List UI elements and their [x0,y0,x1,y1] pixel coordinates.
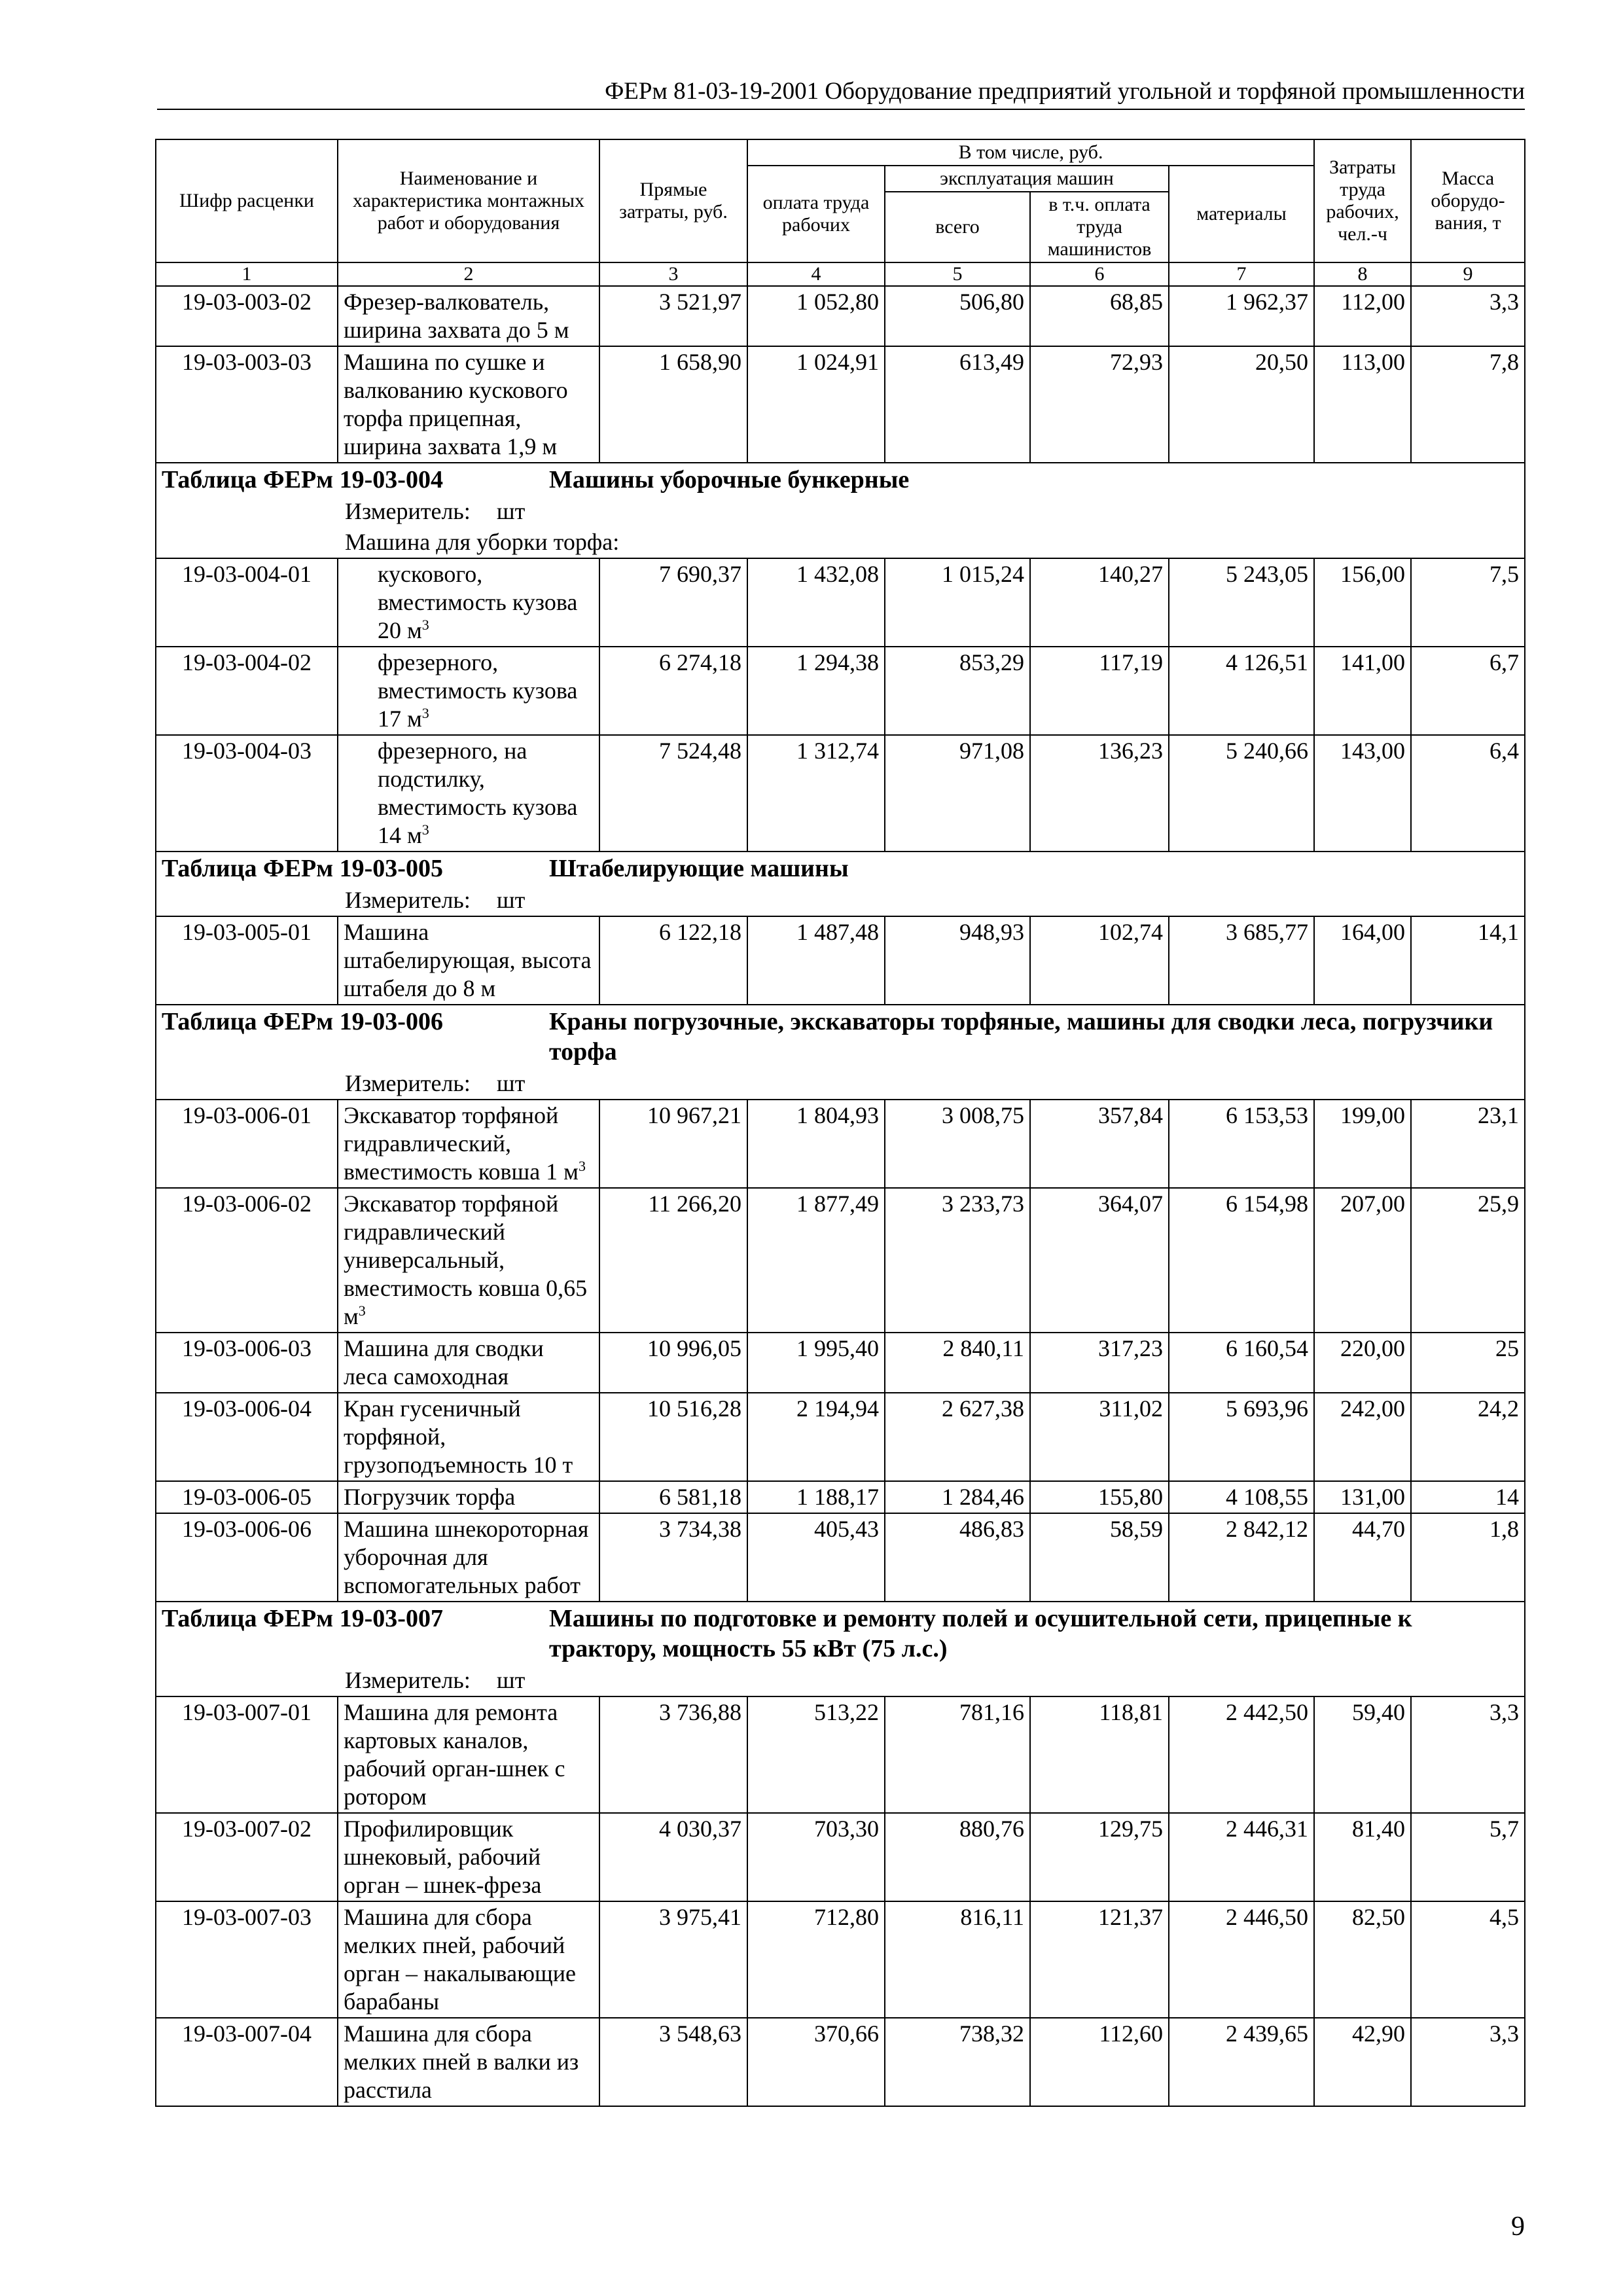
cell-materials: 6 160,54 [1169,1333,1314,1393]
cell-total: 1 015,24 [885,558,1030,647]
cell-mass: 3,3 [1411,286,1525,346]
cell-incl: 118,81 [1030,1696,1169,1813]
cell-wages: 1 294,38 [747,647,885,735]
rate-code: 19-03-004-01 [156,558,338,647]
rate-code: 19-03-004-02 [156,647,338,735]
section-title: Штабелирующие машины [549,855,849,882]
cell-incl: 155,80 [1030,1481,1169,1513]
cell-direct: 3 734,38 [599,1513,747,1602]
rate-code: 19-03-006-06 [156,1513,338,1602]
unit-superscript: 3 [421,705,429,721]
unit-superscript: 3 [421,821,429,838]
table-row [156,286,1525,346]
rate-name [338,346,599,463]
column-number: 1 [156,262,338,286]
section-title: Машины уборочные бункерные [549,466,910,493]
unit-row [156,1068,1525,1100]
cell-mass: 23,1 [1411,1100,1525,1188]
rates-table [155,139,1525,2107]
cell-incl: 102,74 [1030,916,1169,1005]
unit-superscript: 3 [578,1158,586,1174]
cell-wages: 1 188,17 [747,1481,885,1513]
cell-labor: 242,00 [1314,1393,1411,1481]
section-header-row [156,1602,1525,1665]
table-row [156,1333,1525,1393]
cell-incl: 317,23 [1030,1333,1169,1393]
unit-cell [156,496,1525,527]
rate-name-text: кускового, вместимость кузова 20 м [378,561,578,643]
table-row [156,558,1525,647]
cell-direct: 10 996,05 [599,1333,747,1393]
cell-materials: 5 693,96 [1169,1393,1314,1481]
section-label: Таблица ФЕРм 19-03-006 [162,1008,443,1035]
rate-code: 19-03-006-01 [156,1100,338,1188]
unit-label: Измеритель: [345,498,471,524]
col-header-materials: материалы [1169,166,1314,262]
section-label: Таблица ФЕРм 19-03-004 [162,466,443,493]
cell-incl: 121,37 [1030,1901,1169,2018]
cell-total: 3 008,75 [885,1100,1030,1188]
section-header [156,1005,1525,1068]
unit-superscript: 3 [421,617,429,633]
cell-labor: 141,00 [1314,647,1411,735]
cell-mass: 25,9 [1411,1188,1525,1333]
cell-labor: 82,50 [1314,1901,1411,2018]
rate-name-text: Экскаватор торфяной гидравлический универсальный, вместимость ковша 0,65 м [344,1191,588,1329]
unit-value: шт [496,887,526,913]
rate-name [338,916,599,1005]
rate-name-text: фрезерного, на подстилку, вместимость кузова 14 м [378,738,578,848]
cell-materials: 5 243,05 [1169,558,1314,647]
column-number: 5 [885,262,1030,286]
cell-materials: 3 685,77 [1169,916,1314,1005]
cell-total: 738,32 [885,2018,1030,2106]
rate-code: 19-03-006-04 [156,1393,338,1481]
cell-incl: 129,75 [1030,1813,1169,1901]
cell-total: 948,93 [885,916,1030,1005]
cell-total: 2 627,38 [885,1393,1030,1481]
cell-total: 1 284,46 [885,1481,1030,1513]
table-row [156,1481,1525,1513]
section-label: Таблица ФЕРм 19-03-005 [162,855,443,882]
cell-incl: 311,02 [1030,1393,1169,1481]
cell-mass: 14 [1411,1481,1525,1513]
section-header-row [156,852,1525,885]
cell-total: 486,83 [885,1513,1030,1602]
column-number: 9 [1411,262,1525,286]
cell-incl: 58,59 [1030,1513,1169,1602]
cell-labor: 143,00 [1314,735,1411,852]
cell-total: 3 233,73 [885,1188,1030,1333]
cell-materials: 6 153,53 [1169,1100,1314,1188]
section-header [156,463,1525,496]
cell-mass: 6,7 [1411,647,1525,735]
cell-direct: 6 581,18 [599,1481,747,1513]
cell-total: 816,11 [885,1901,1030,2018]
cell-direct: 3 548,63 [599,2018,747,2106]
column-number: 8 [1314,262,1411,286]
cell-materials: 2 446,50 [1169,1901,1314,2018]
rate-name [338,647,599,735]
section-header-row [156,1005,1525,1068]
unit-cell [156,885,1525,916]
page-number: 9 [1511,2212,1525,2242]
column-number: 2 [338,262,599,286]
rate-code: 19-03-007-03 [156,1901,338,2018]
rate-code: 19-03-004-03 [156,735,338,852]
cell-labor: 113,00 [1314,346,1411,463]
cell-wages: 703,30 [747,1813,885,1901]
cell-materials: 4 126,51 [1169,647,1314,735]
col-header-machines: эксплуатация машин [885,166,1169,192]
column-number: 3 [599,262,747,286]
cell-materials: 4 108,55 [1169,1481,1314,1513]
cell-total: 506,80 [885,286,1030,346]
rate-name-text: Машина по сушке и валкованию кускового торфа прицепная, ширина захвата 1,9 м [344,349,568,459]
cell-labor: 164,00 [1314,916,1411,1005]
cell-direct: 3 736,88 [599,1696,747,1813]
section-header [156,852,1525,885]
cell-wages: 405,43 [747,1513,885,1602]
cell-mass: 4,5 [1411,1901,1525,2018]
table-body [156,286,1525,2106]
rate-name-text: Машина для сбора мелких пней, рабочий орган – накалывающие барабаны [344,1904,577,2015]
col-header-incl: В том числе, руб. [747,139,1314,166]
section-title: Краны погрузочные, экскаваторы торфяные, машины для сводки леса, погрузчики торфа [549,1008,1493,1066]
unit-label: Измеритель: [345,1070,471,1096]
rate-name [338,1393,599,1481]
cell-mass: 1,8 [1411,1513,1525,1602]
rate-name-text: Кран гусеничный торфяной, грузоподъемность 10 т [344,1395,573,1478]
cell-direct: 10 967,21 [599,1100,747,1188]
cell-mass: 7,8 [1411,346,1525,463]
rate-name [338,1901,599,2018]
rate-name-text: Погрузчик торфа [344,1484,516,1510]
rate-name [338,735,599,852]
table-row [156,346,1525,463]
cell-total: 971,08 [885,735,1030,852]
rate-name-text: Машина для сбора мелких пней в валки из расстила [344,2020,579,2103]
rate-name [338,1513,599,1602]
unit-value: шт [496,1667,526,1693]
cell-labor: 81,40 [1314,1813,1411,1901]
rate-code: 19-03-006-05 [156,1481,338,1513]
rate-name-text: Фрезер-валкователь, ширина захвата до 5 м [344,289,569,343]
cell-incl: 364,07 [1030,1188,1169,1333]
section-header-row [156,463,1525,496]
cell-materials: 2 842,12 [1169,1513,1314,1602]
table-row [156,2018,1525,2106]
cell-wages: 1 804,93 [747,1100,885,1188]
cell-direct: 3 975,41 [599,1901,747,2018]
cell-mass: 14,1 [1411,916,1525,1005]
cell-labor: 59,40 [1314,1696,1411,1813]
rate-name-text: Машина для ремонта картовых каналов, рабочий орган-шнек с ротором [344,1699,565,1810]
cell-mass: 6,4 [1411,735,1525,852]
cell-materials: 1 962,37 [1169,286,1314,346]
cell-materials: 2 439,65 [1169,2018,1314,2106]
rate-name [338,1100,599,1188]
rates-table-container [155,139,1525,2107]
rate-name [338,1481,599,1513]
rate-code: 19-03-003-02 [156,286,338,346]
table-row [156,1393,1525,1481]
column-numbers-row [156,262,1525,286]
col-header-mass: Масса оборудо-вания, т [1411,139,1525,262]
table-row [156,1513,1525,1602]
cell-materials: 2 442,50 [1169,1696,1314,1813]
cell-direct: 4 030,37 [599,1813,747,1901]
column-number: 4 [747,262,885,286]
cell-incl: 136,23 [1030,735,1169,852]
cell-direct: 1 658,90 [599,346,747,463]
rate-name [338,286,599,346]
cell-total: 880,76 [885,1813,1030,1901]
unit-row [156,496,1525,527]
rate-name [338,2018,599,2106]
cell-direct: 7 524,48 [599,735,747,852]
table-row [156,1813,1525,1901]
unit-cell [156,1068,1525,1100]
cell-mass: 5,7 [1411,1813,1525,1901]
rate-name [338,1333,599,1393]
cell-mass: 3,3 [1411,1696,1525,1813]
cell-labor: 44,70 [1314,1513,1411,1602]
cell-wages: 1 312,74 [747,735,885,852]
cell-wages: 370,66 [747,2018,885,2106]
cell-direct: 3 521,97 [599,286,747,346]
cell-wages: 1 052,80 [747,286,885,346]
rate-code: 19-03-006-03 [156,1333,338,1393]
col-header-labor: Затраты труда рабочих, чел.-ч [1314,139,1411,262]
cell-incl: 68,85 [1030,286,1169,346]
unit-cell [156,1665,1525,1696]
cell-wages: 1 432,08 [747,558,885,647]
cell-direct: 11 266,20 [599,1188,747,1333]
cell-mass: 25 [1411,1333,1525,1393]
table-row [156,647,1525,735]
page-header: ФЕРм 81-03-19-2001 Оборудование предприятий угольной и торфяной промышленности [157,77,1525,110]
col-header-name: Наименование и характеристика монтажных работ и оборудования [338,139,599,262]
rate-name-text: Машина шнекороторная уборочная для вспомогательных работ [344,1516,589,1598]
rate-name [338,1696,599,1813]
cell-mass: 7,5 [1411,558,1525,647]
cell-incl: 140,27 [1030,558,1169,647]
col-header-code: Шифр расценки [156,139,338,262]
cell-labor: 42,90 [1314,2018,1411,2106]
rate-name-text: Машина штабелирующая, высота штабеля до 8 м [344,919,592,1001]
cell-direct: 6 122,18 [599,916,747,1005]
rate-name-text: Профилировщик шнековый, рабочий орган – шнек-фреза [344,1816,542,1898]
rate-name-text: Машина для сводки леса самоходная [344,1335,544,1390]
unit-superscript: 3 [358,1302,366,1319]
table-row [156,1901,1525,2018]
table-row [156,1696,1525,1813]
cell-wages: 712,80 [747,1901,885,2018]
unit-value: шт [496,1070,526,1096]
cell-direct: 10 516,28 [599,1393,747,1481]
column-number: 7 [1169,262,1314,286]
rate-name [338,558,599,647]
cell-direct: 6 274,18 [599,647,747,735]
cell-wages: 513,22 [747,1696,885,1813]
rate-name-text: Экскаватор торфяной гидравлический, вместимость ковша 1 м [344,1102,579,1185]
cell-materials: 20,50 [1169,346,1314,463]
cell-total: 853,29 [885,647,1030,735]
table-row [156,1100,1525,1188]
rate-code: 19-03-007-02 [156,1813,338,1901]
rate-code: 19-03-007-04 [156,2018,338,2106]
col-header-total: всего [885,192,1030,262]
unit-row [156,885,1525,916]
table-row [156,1188,1525,1333]
cell-materials: 5 240,66 [1169,735,1314,852]
cell-wages: 1 487,48 [747,916,885,1005]
col-header-wages: оплата труда рабочих [747,166,885,262]
unit-row [156,1665,1525,1696]
cell-total: 2 840,11 [885,1333,1030,1393]
cell-total: 613,49 [885,346,1030,463]
section-label: Таблица ФЕРм 19-03-007 [162,1605,443,1632]
cell-wages: 2 194,94 [747,1393,885,1481]
rate-code: 19-03-007-01 [156,1696,338,1813]
cell-labor: 131,00 [1314,1481,1411,1513]
table-row [156,735,1525,852]
section-title: Машины по подготовке и ремонту полей и осушительной сети, прицепные к трактору, мощность 55 кВт (75 л.с.) [549,1605,1412,1662]
group-heading [156,527,1525,558]
unit-label: Измеритель: [345,1667,471,1693]
cell-labor: 220,00 [1314,1333,1411,1393]
cell-wages: 1 024,91 [747,346,885,463]
rate-name [338,1813,599,1901]
col-header-direct: Прямые затраты, руб. [599,139,747,262]
cell-total: 781,16 [885,1696,1030,1813]
cell-incl: 357,84 [1030,1100,1169,1188]
cell-wages: 1 995,40 [747,1333,885,1393]
column-number: 6 [1030,262,1169,286]
cell-labor: 207,00 [1314,1188,1411,1333]
cell-direct: 7 690,37 [599,558,747,647]
cell-mass: 3,3 [1411,2018,1525,2106]
rate-name-text: фрезерного, вместимость кузова 17 м [378,649,578,732]
unit-label: Измеритель: [345,887,471,913]
rate-code: 19-03-006-02 [156,1188,338,1333]
cell-materials: 6 154,98 [1169,1188,1314,1333]
unit-value: шт [496,498,526,524]
col-header-incl-wages: в т.ч. оплата труда машинистов [1030,192,1169,262]
cell-mass: 24,2 [1411,1393,1525,1481]
cell-wages: 1 877,49 [747,1188,885,1333]
section-header [156,1602,1525,1665]
group-title: Машина для уборки торфа: [345,529,620,555]
cell-labor: 199,00 [1314,1100,1411,1188]
group-heading-row [156,527,1525,558]
rate-code: 19-03-005-01 [156,916,338,1005]
cell-labor: 156,00 [1314,558,1411,647]
cell-incl: 117,19 [1030,647,1169,735]
cell-materials: 2 446,31 [1169,1813,1314,1901]
rate-code: 19-03-003-03 [156,346,338,463]
table-row [156,916,1525,1005]
cell-labor: 112,00 [1314,286,1411,346]
cell-incl: 112,60 [1030,2018,1169,2106]
cell-incl: 72,93 [1030,346,1169,463]
rate-name [338,1188,599,1333]
